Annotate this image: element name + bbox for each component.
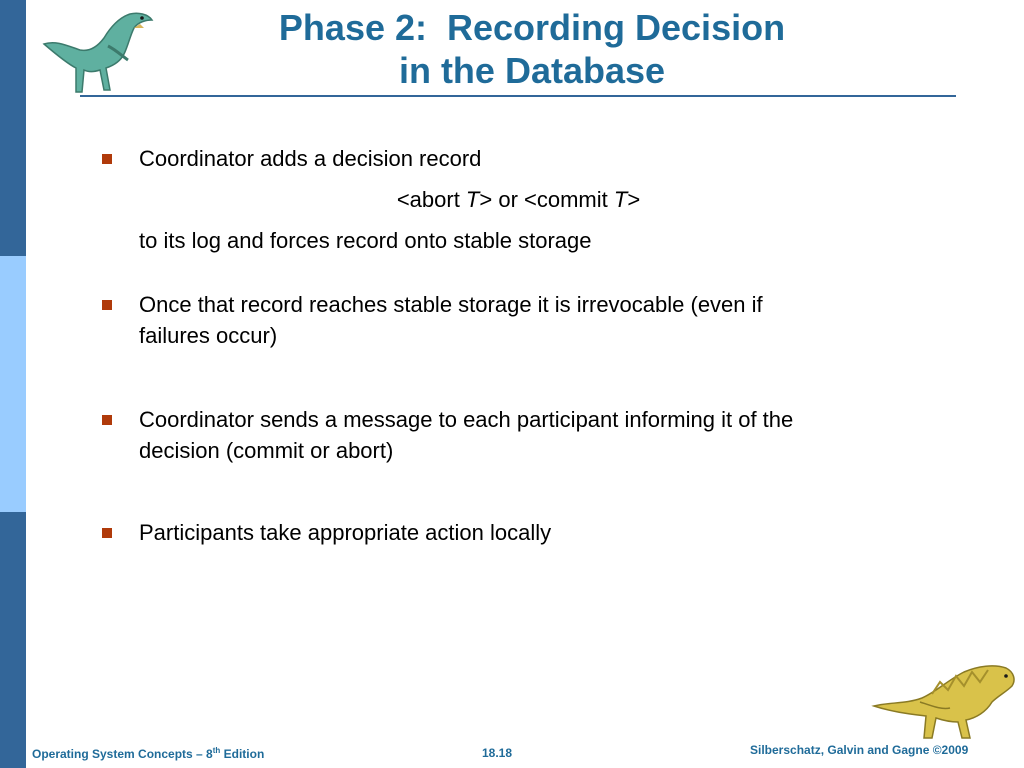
bullet-4-line-1: Participants take appropriate action locally [139,520,552,545]
slide-title-line-2: in the Database [398,50,666,91]
dinosaur-logo-bottom-icon [870,658,1020,742]
sidebar-band-middle [0,256,26,512]
bullet-item-1 [102,143,922,256]
bullet-item-2 [102,289,922,351]
bullet-2-line-1: Once that record reaches stable storage it is irrevocable (even if [139,292,763,317]
footer-left-suffix: Edition [220,747,265,761]
centered-part-5: > [627,187,641,212]
bullet-item-3 [102,404,922,466]
square-bullet-icon [102,154,112,164]
footer-left-prefix: Operating System Concepts – 8 [32,747,213,761]
footer-slide-number: 18.18 [482,746,513,760]
bullet-3-line-1: Coordinator sends a message to each participant informing it of the [139,407,794,432]
square-bullet-icon [102,415,112,425]
square-bullet-icon [102,528,112,538]
centered-part-3: > or <commit [479,187,614,212]
square-bullet-icon [102,300,112,310]
slide-title [80,6,984,92]
bullet-1-centered-line [139,184,922,215]
bullet-item-4 [102,517,922,548]
sidebar-band-top [0,0,26,256]
bullet-1-line-3: to its log and forces record onto stable storage [139,228,592,253]
left-sidebar-stripe [0,0,26,768]
footer-left-superscript: th [212,746,221,755]
centered-part-2: T [465,187,480,212]
slide-title-line-1: Phase 2: Recording Decision [278,7,786,48]
footer-book-title [32,746,264,761]
bullet-list [102,143,922,548]
footer-copyright: Silberschatz, Galvin and Gagne ©2009 [750,743,969,757]
title-underline-rule [80,95,956,97]
centered-part-1: <abort [396,187,466,212]
sidebar-band-bottom [0,512,26,768]
centered-part-4: T [613,187,628,212]
bullet-3-line-2: decision (commit or abort) [139,438,394,463]
bullet-1-line-1: Coordinator adds a decision record [139,146,482,171]
bullet-2-line-2: failures occur) [139,323,278,348]
